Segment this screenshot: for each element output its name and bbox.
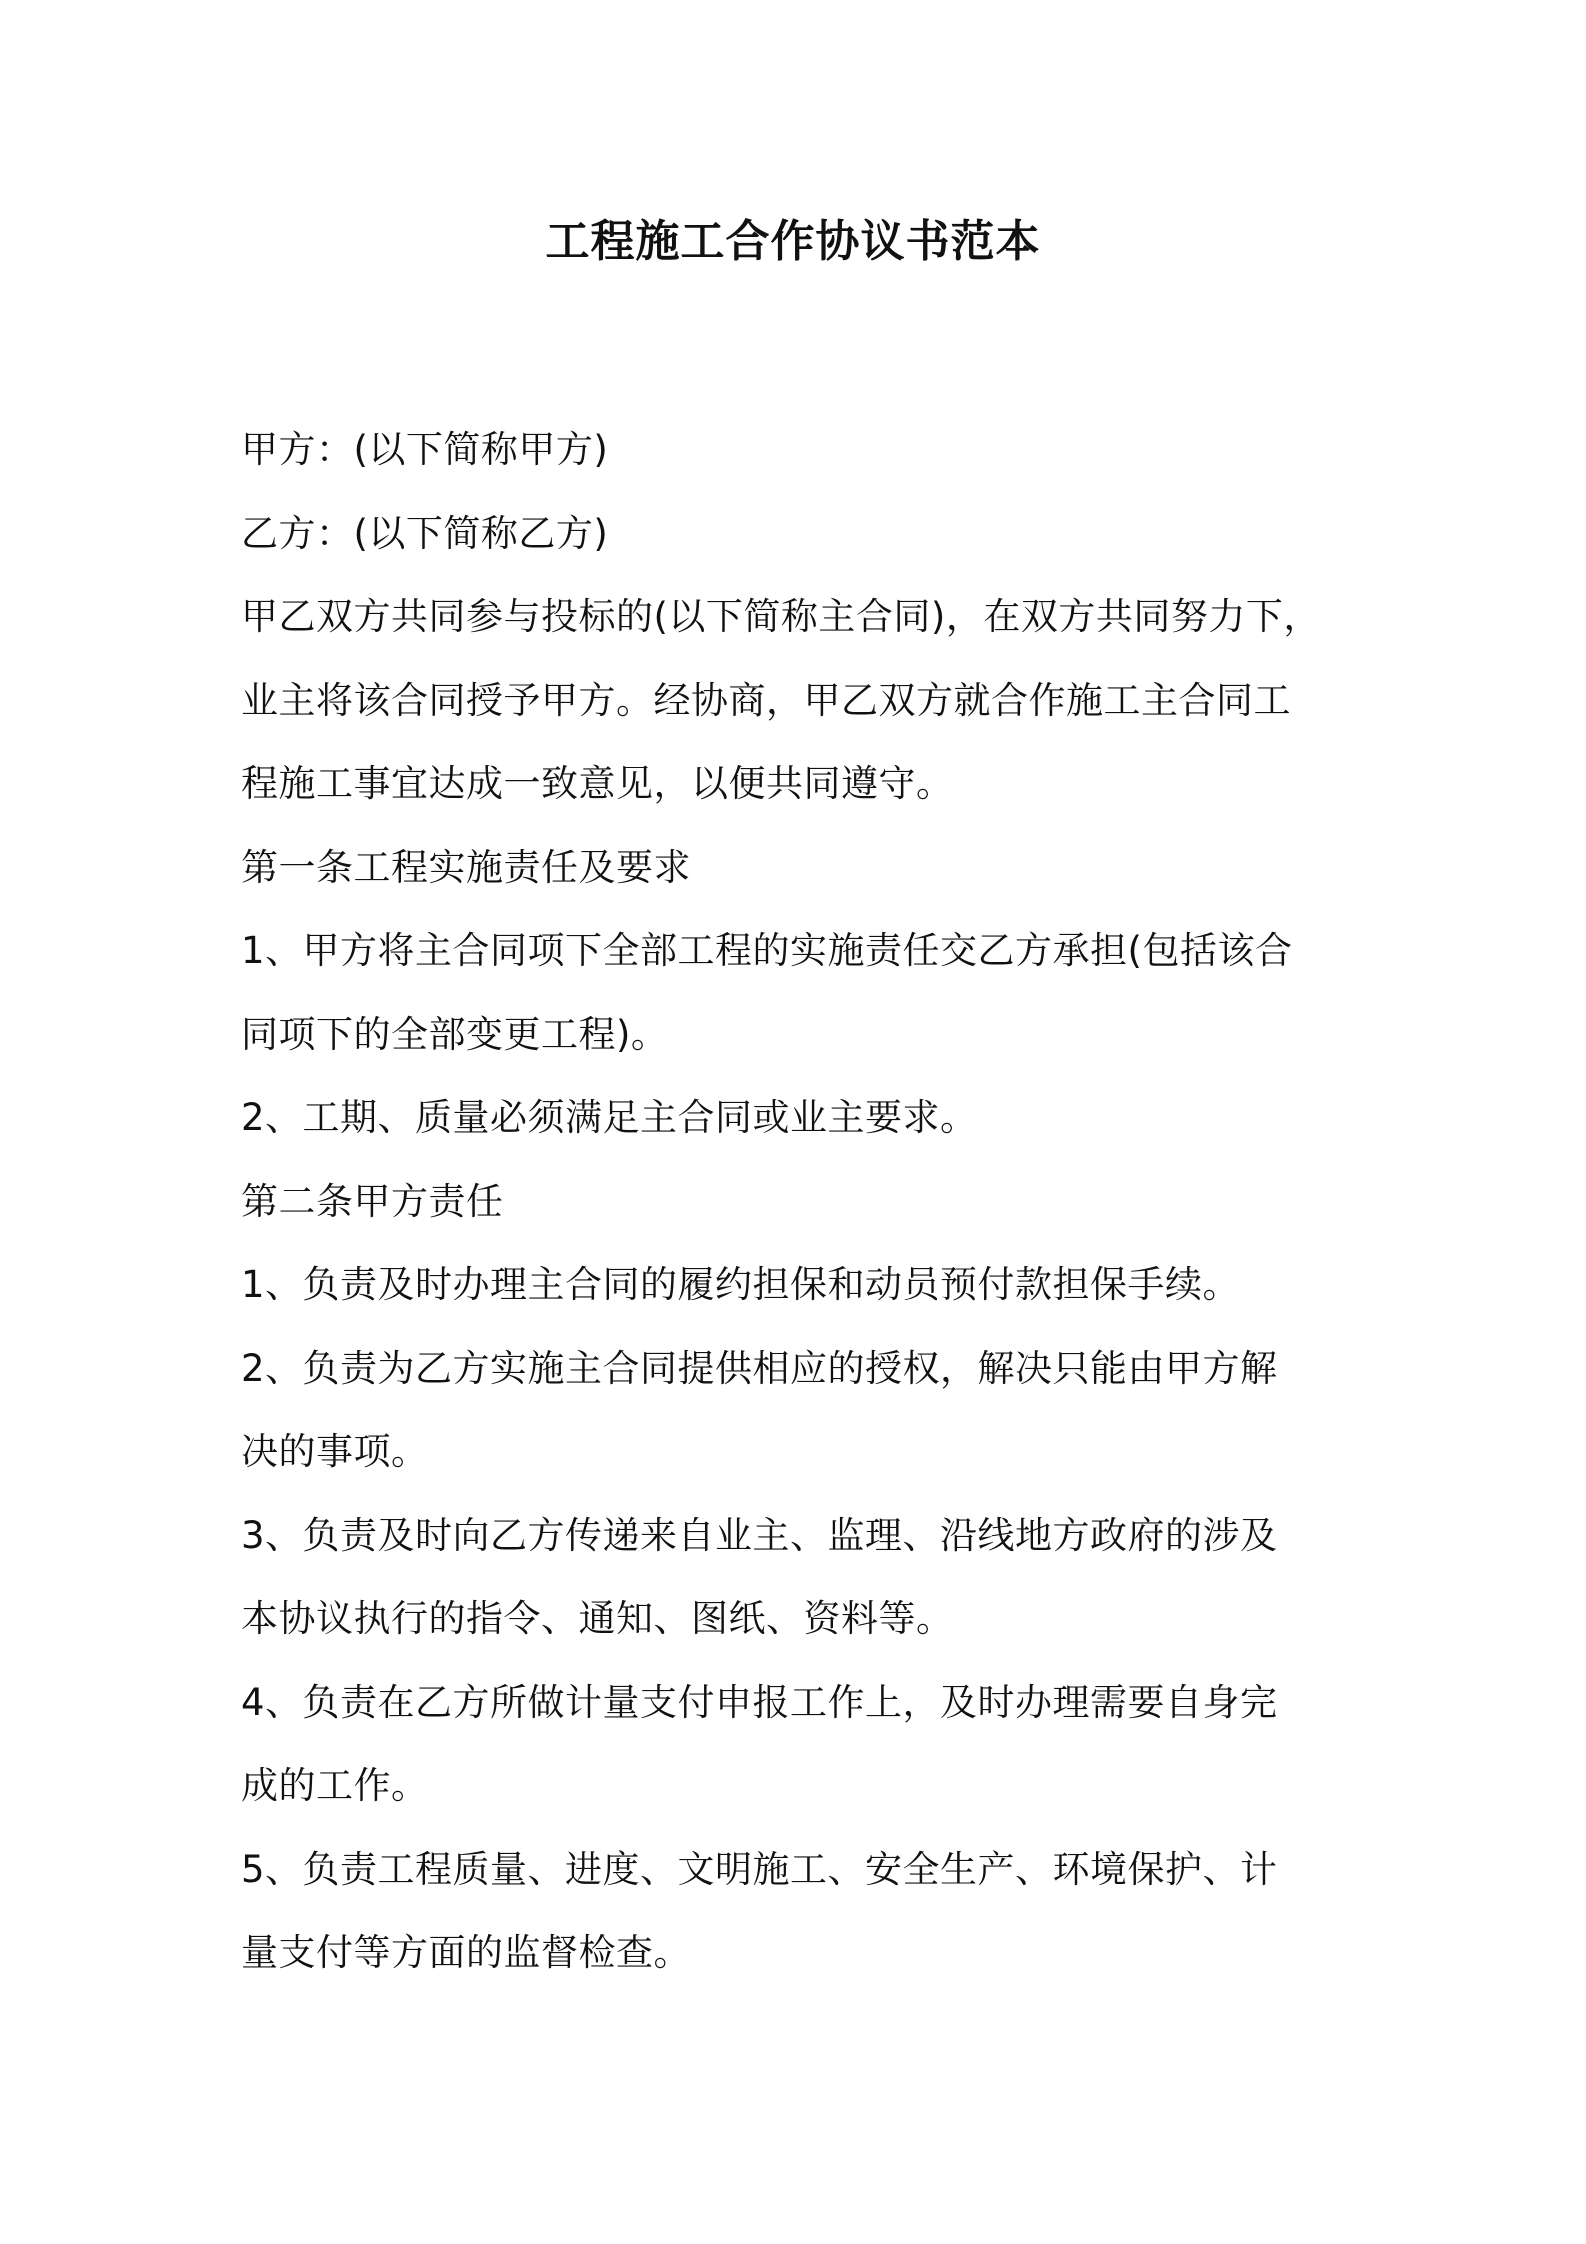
preamble-line: 程施工事宜达成一致意见，以便共同遵守。 [241, 762, 954, 805]
preamble-line: 业主将该合同授予甲方。经协商，甲乙双方就合作施工主合同工 [241, 678, 1291, 722]
party-b-line: 乙方：(以下简称乙方) [241, 511, 609, 555]
article-2-item: 4、负责在乙方所做计量支付申报工作上，及时办理需要自身完 [241, 1680, 1278, 1724]
article-1-heading: 第一条工程实施责任及要求 [241, 845, 691, 889]
preamble-line: 甲乙双方共同参与投标的(以下简称主合同)，在双方共同努力下， [241, 595, 1321, 638]
article-2-item: 本协议执行的指令、通知、图纸、资料等。 [241, 1597, 954, 1640]
article-2-item: 5、负责工程质量、进度、文明施工、安全生产、环境保护、计 [241, 1847, 1278, 1891]
party-a-line: 甲方：(以下简称甲方) [241, 428, 609, 471]
article-2-heading: 第二条甲方责任 [241, 1179, 504, 1223]
article-1-item: 2、工期、质量必须满足主合同或业主要求。 [241, 1096, 978, 1139]
article-1-item: 1、甲方将主合同项下全部工程的实施责任交乙方承担(包括该合 [241, 929, 1293, 972]
document-body [241, 408, 1381, 1995]
document-title: 工程施工合作协议书范本 [545, 216, 1041, 267]
article-2-item: 1、负责及时办理主合同的履约担保和动员预付款担保手续。 [241, 1263, 1241, 1306]
article-1-item: 同项下的全部变更工程)。 [241, 1012, 669, 1056]
article-2-item: 决的事项。 [241, 1430, 429, 1473]
article-2-item: 成的工作。 [241, 1764, 429, 1807]
article-2-item: 2、负责为乙方实施主合同提供相应的授权，解决只能由甲方解 [241, 1346, 1278, 1390]
article-2-item: 3、负责及时向乙方传递来自业主、监理、沿线地方政府的涉及 [241, 1513, 1278, 1557]
article-2-item: 量支付等方面的监督检查。 [241, 1931, 691, 1974]
